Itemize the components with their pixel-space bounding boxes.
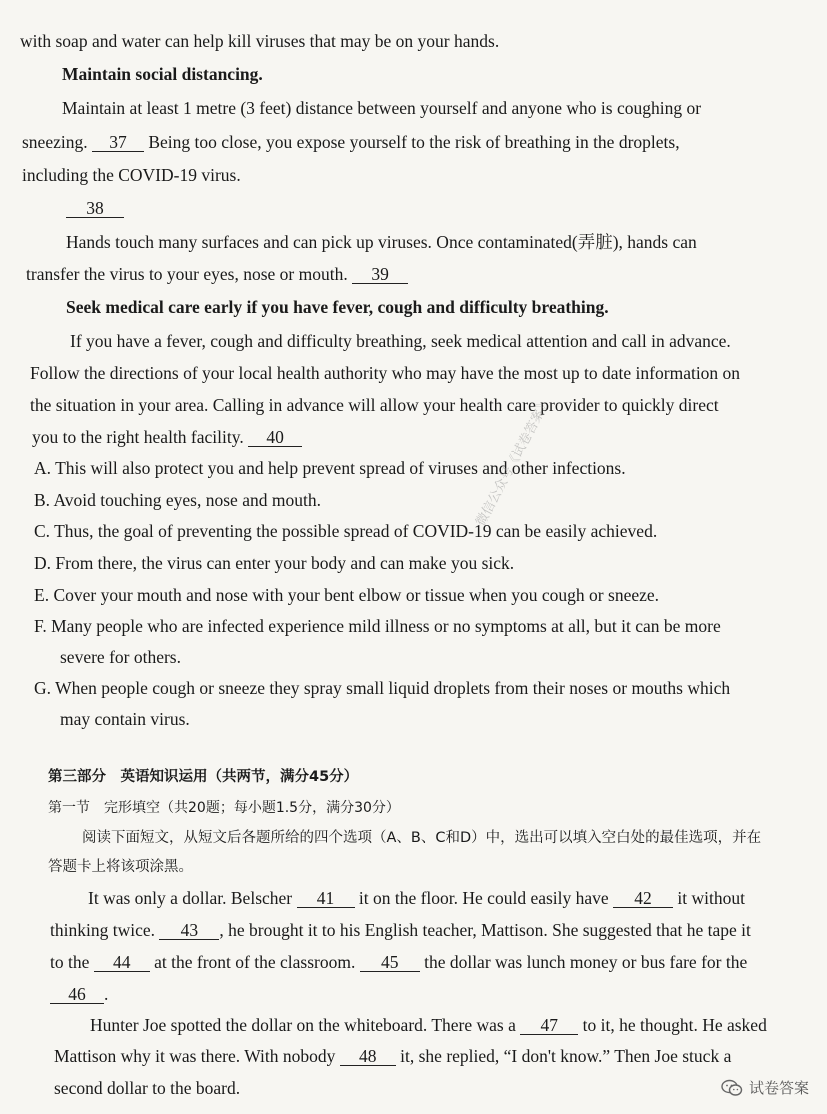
passage-line: you to the right health facility. 40 [32, 426, 302, 448]
blank-38: 38 [66, 199, 124, 218]
option-g-cont: may contain virus. [60, 709, 190, 729]
cloze-line: thinking twice. 43 , he brought it to his English teacher, Mattison. She suggested that he tape it [50, 920, 751, 940]
blank-41: 41 [297, 889, 355, 908]
option-g: G. When people cough or sneeze they spray small liquid droplets from their noses or mouths which [34, 678, 731, 698]
section-heading: Maintain social distancing. [62, 64, 263, 84]
passage-line: Hands touch many surfaces and can pick up viruses. Once contaminated(弄脏), hands can [66, 232, 697, 252]
option-c: C. Thus, the goal of preventing the possible spread of COVID-19 can be easily achieved. [34, 521, 658, 541]
cloze-line: It was only a dollar. Belscher 41 it on the floor. He could easily have 42 it without [88, 888, 745, 908]
passage-line: Maintain at least 1 metre (3 feet) distance between yourself and anyone who is coughing or [62, 98, 702, 118]
passage-line: Follow the directions of your local health authority who may have the most up to date information on [30, 363, 741, 383]
wechat-icon [721, 1079, 743, 1097]
instruction-line: 阅读下面短文，从短文后各题所给的四个选项（A、B、C和D）中，选出可以填入空白处的最佳选项，并在 [82, 830, 762, 846]
passage-line: including the COVID-19 virus. [22, 165, 241, 185]
part-title: 第三部分 英语知识运用（共两节，满分45分） [48, 769, 359, 785]
passage-line: If you have a fever, cough and difficulty breathing, seek medical attention and call in advance. [70, 331, 731, 351]
blank-42: 42 [613, 889, 673, 908]
blank-47: 47 [520, 1016, 578, 1035]
option-a: A. This will also protect you and help prevent spread of viruses and other infections. [34, 458, 626, 478]
passage-line [66, 197, 124, 219]
option-d: D. From there, the virus can enter your body and can make you sick. [34, 553, 515, 573]
instruction-line: 答题卡上将该项涂黑。 [48, 859, 193, 875]
passage-line: the situation in your area. Calling in advance will allow your health care provider to quickly direct [30, 395, 719, 415]
option-f-cont: severe for others. [60, 647, 181, 667]
passage-line: transfer the virus to your eyes, nose or mouth. 39 [26, 263, 408, 285]
cloze-line: Mattison why it was there. With nobody 48 it, she replied, “I don't know.” Then Joe stuck a [54, 1046, 732, 1066]
blank-45: 45 [360, 953, 420, 972]
blank-39: 39 [352, 265, 408, 284]
passage-line: sneezing. 37 Being too close, you expose yourself to the risk of breathing in the droplets, [22, 132, 680, 152]
cloze-line: Hunter Joe spotted the dollar on the whiteboard. There was a 47 to it, he thought. He asked [90, 1015, 767, 1035]
blank-44: 44 [94, 953, 150, 972]
blank-43: 43 [159, 921, 219, 940]
source-badge [721, 1077, 809, 1098]
blank-37: 37 [92, 133, 144, 152]
blank-40: 40 [248, 428, 302, 447]
passage-line: with soap and water can help kill viruses that may be on your hands. [20, 31, 500, 51]
cloze-line: to the 44 at the front of the classroom. 45 the dollar was lunch money or bus fare for the [50, 952, 748, 972]
option-e: E. Cover your mouth and nose with your bent elbow or tissue when you cough or sneeze. [34, 585, 660, 605]
option-f: F. Many people who are infected experience mild illness or no symptoms at all, but it can be more [34, 616, 721, 636]
option-b: B. Avoid touching eyes, nose and mouth. [34, 490, 321, 510]
blank-46: 46 [50, 985, 104, 1004]
blank-48: 48 [340, 1047, 396, 1066]
badge-label: 试卷答案 [748, 1079, 809, 1097]
watermark: 微信公众号《试卷答案》 [473, 395, 554, 529]
cloze-line: 46 . [50, 983, 108, 1005]
cloze-line: second dollar to the board. [54, 1078, 241, 1098]
section-title: 第一节 完形填空（共20题；每小题1.5分，满分30分） [48, 800, 400, 816]
section-heading: Seek medical care early if you have fever, cough and difficulty breathing. [66, 297, 609, 317]
